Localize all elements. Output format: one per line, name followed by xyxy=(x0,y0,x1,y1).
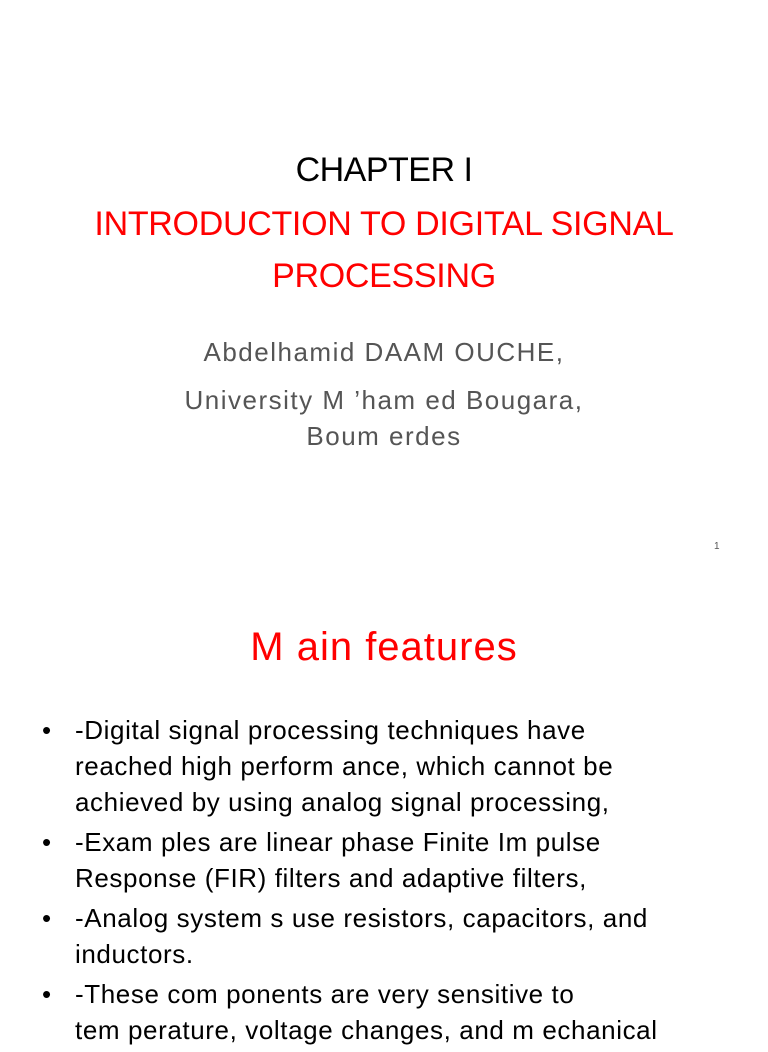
bullet-marker: • xyxy=(42,903,52,933)
subtitle-line: PROCESSING xyxy=(272,257,496,295)
author-block xyxy=(60,334,708,454)
bullet-item xyxy=(42,824,742,896)
section-heading: M ain features xyxy=(250,625,518,669)
bullet-marker: • xyxy=(42,715,52,745)
bullet-line: -These com ponents are very sensitive to xyxy=(75,979,575,1009)
chapter-title: CHAPTER I xyxy=(295,151,473,189)
slide-2 xyxy=(0,576,768,1045)
bullet-item xyxy=(42,976,742,1048)
bullet-list xyxy=(42,712,742,1052)
bullet-line: achieved by using analog signal processing, xyxy=(75,787,610,817)
subtitle-line: INTRODUCTION TO DIGITAL SIGNAL xyxy=(94,205,674,243)
bullet-line: inductors. xyxy=(75,939,194,969)
affiliation-line: Boum erdes xyxy=(306,421,462,451)
bullet-line: -Digital signal processing techniques have xyxy=(75,715,586,745)
page-number: 1 xyxy=(714,541,720,552)
bullet-line: -Exam ples are linear phase Finite Im pulse xyxy=(75,827,601,857)
author-name: Abdelhamid DAAM OUCHE, xyxy=(203,337,565,367)
bullet-marker: • xyxy=(42,979,52,1009)
bullet-marker: • xyxy=(42,827,52,857)
bullet-item xyxy=(42,900,742,972)
bullet-line: tem perature, voltage changes, and m echanical xyxy=(75,1015,658,1045)
bullet-line: -Analog system s use resistors, capacitors, and xyxy=(75,903,648,933)
chapter-subtitle xyxy=(40,198,728,302)
bullet-item xyxy=(42,712,742,820)
bullet-line: reached high perform ance, which cannot be xyxy=(75,751,614,781)
affiliation-line: University M ’ham ed Bougara, xyxy=(184,385,584,415)
bullet-line: Response (FIR) filters and adaptive filters, xyxy=(75,863,587,893)
